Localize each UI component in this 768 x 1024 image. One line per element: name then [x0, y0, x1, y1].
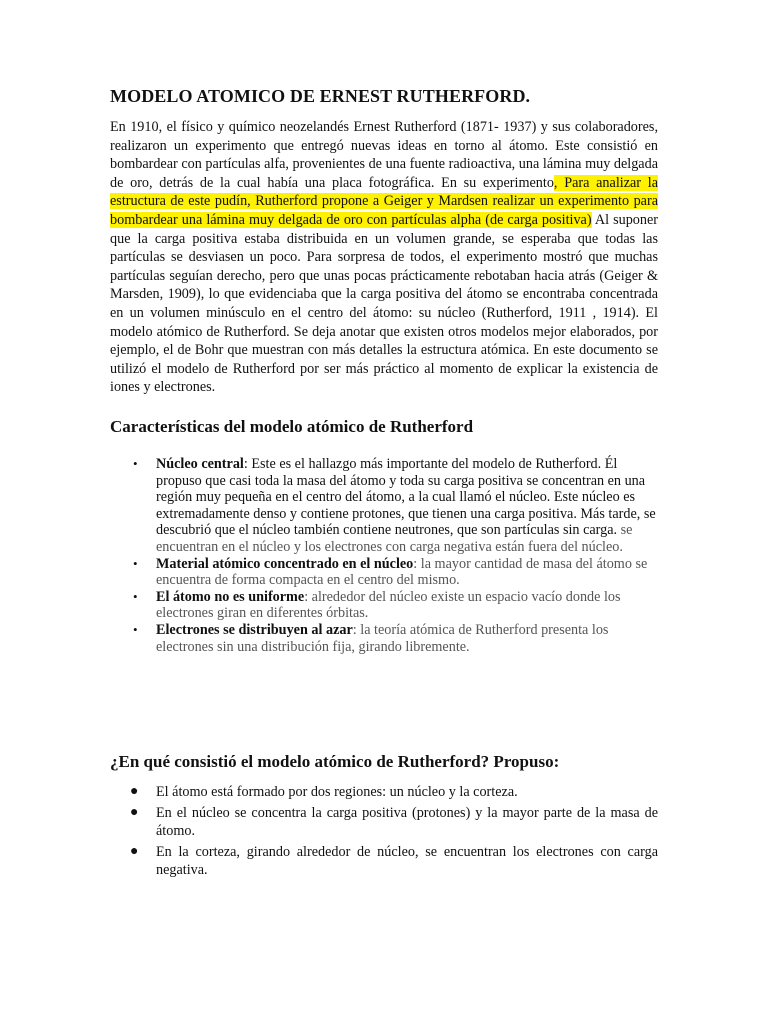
- list-item: [110, 843, 658, 879]
- bullet-icon: ●: [130, 805, 139, 820]
- bullet-icon: ●: [130, 784, 139, 799]
- item-extra: : alrededor del núcleo existe un espacio vacío donde los electrones giran en diferentes órbitas.: [156, 588, 621, 622]
- item-term: El átomo no es uniforme: [156, 588, 305, 605]
- section-heading-characteristics: Características del modelo atómico de Rutherford: [110, 417, 474, 436]
- bullet-icon: •: [133, 555, 138, 571]
- list-item: [110, 804, 658, 840]
- characteristics-list: [110, 456, 658, 655]
- section-heading-proposal: ¿En qué consistió el modelo atómico de Rutherford? Propuso:: [110, 752, 560, 771]
- intro-text-before: En 1910, el físico y químico neozelandés Ernest Rutherford (1871- 1937) y sus colaboradores, realizaron un experimento que entregó nuevas ideas en torno al átomo. Este consistió en bombardear con partículas alfa, provenientes de una fuente radioactiva, una lámina muy delgada de oro, detrás de la cual había una placa fotográfica. En su experimento: [110, 119, 658, 191]
- list-item: [110, 456, 658, 556]
- bullet-icon: •: [133, 621, 138, 637]
- intro-paragraph: [110, 118, 658, 397]
- item-term: Electrones se distribuyen al azar: [156, 621, 353, 638]
- item-term: Material atómico concentrado en el núcleo: [156, 555, 414, 572]
- item-text: En el núcleo se concentra la carga positiva (protones) y la mayor parte de la masa de átomo.: [156, 805, 658, 839]
- item-text: : Este es el hallazgo más importante del modelo de Rutherford. Él propuso que casi toda la masa del átomo y toda su carga positiva se concentran en una región muy pequeña en el centro del átomo, a la cual llamó el núcleo. Este núcleo es extremadamente denso y contiene protones, que tienen una carga positiva. Más tarde, se descubrió que el núcleo también contiene neutrones, que son partículas sin carga.: [156, 456, 656, 539]
- intro-highlighted-text: , Para analizar la estructura de este pudín, Rutherford propone a Geiger y Mardsen realizar un experimento para bombardear una lámina muy delgada de oro con partículas alpha (de carga positiva): [110, 174, 658, 228]
- intro-text-after: Al suponer que la carga positiva estaba distribuida en un volumen grande, se esperaba que todas las partículas se desviasen un poco. Para sorpresa de todos, el experimento mostró que muchas partículas seguían derecho, pero que unas pocas prácticamente rebotaban hacia atrás (Geiger & Marsden, 1909), lo que evidenciaba que la carga positiva del átomo se encontraba concentrada en un volumen minúsculo en el centro del átomo: su núcleo (Rutherford, 1911 , 1914). El modelo atómico de Rutherford. Se deja anotar que existen otros modelos mejor elaborados, por ejemplo, el de Bohr que muestran con más detalles la estructura atómica. En este documento se utilizó el modelo de Rutherford por ser más práctico al momento de explicar la existencia de iones y electrones.: [110, 211, 659, 396]
- list-item: [110, 622, 658, 655]
- page-title: MODELO ATOMICO DE ERNEST RUTHERFORD.: [110, 86, 531, 106]
- bullet-icon: •: [133, 588, 138, 604]
- item-extra: se encuentran en el núcleo y los electrones con carga negativa están fuera del núcleo.: [156, 522, 633, 555]
- bullet-icon: ●: [130, 844, 139, 859]
- proposal-list: [110, 783, 658, 882]
- item-text: El átomo está formado por dos regiones: un núcleo y la corteza.: [156, 784, 518, 800]
- item-text: En la corteza, girando alrededor de núcleo, se encuentran los electrones con carga negativa.: [156, 844, 658, 878]
- item-extra: : la teoría atómica de Rutherford presenta los electrones sin una distribución fija, girando libremente.: [156, 621, 609, 655]
- item-extra: : la mayor cantidad de masa del átomo se encuentra de forma compacta en el centro del mismo.: [156, 555, 648, 589]
- item-term: Núcleo central: [156, 456, 244, 472]
- list-item: [110, 556, 658, 589]
- list-item: [110, 783, 658, 801]
- bullet-icon: •: [133, 456, 138, 471]
- list-item: [110, 589, 658, 622]
